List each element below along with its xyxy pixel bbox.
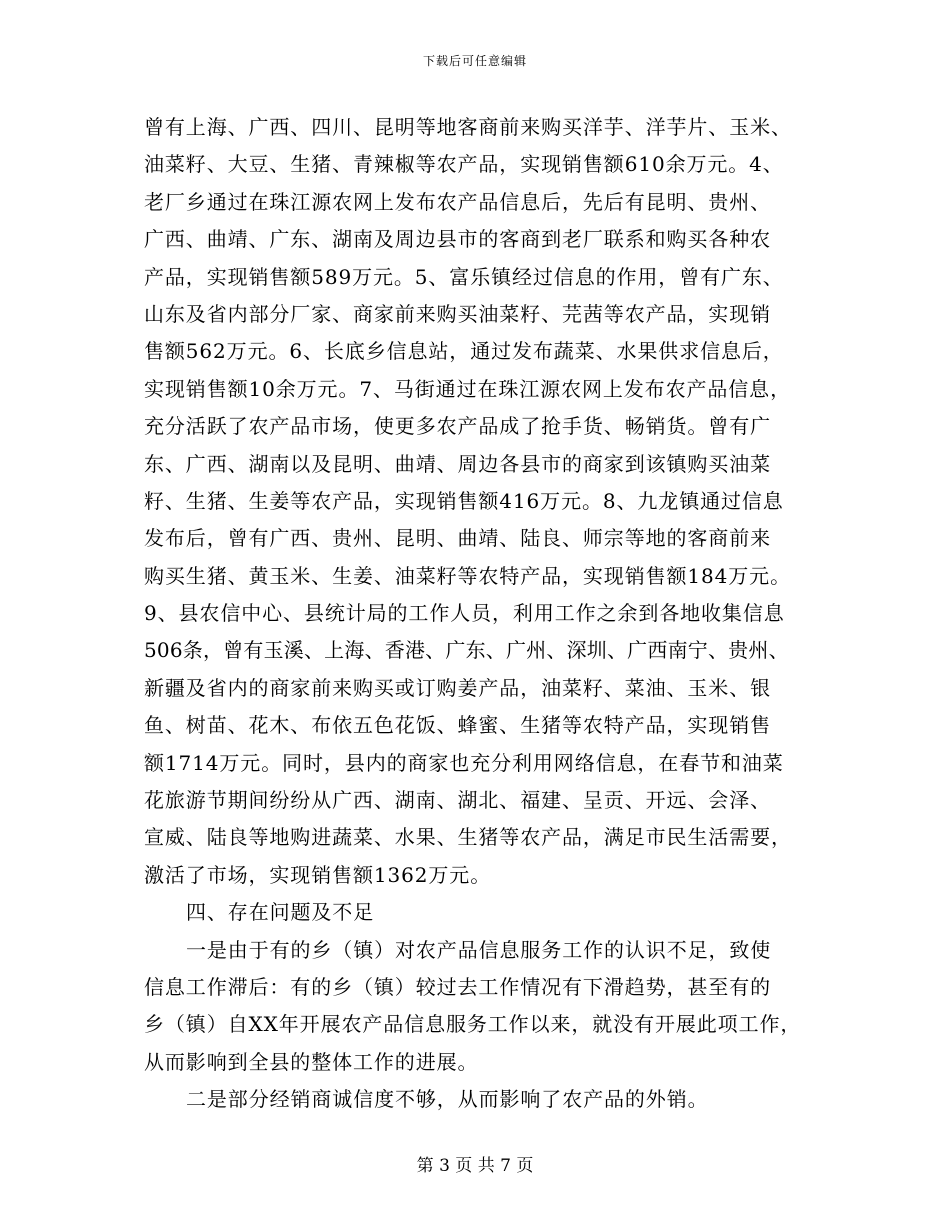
body-line: 产品，实现销售额589万元。5、富乐镇经过信息的作用，曾有广东、	[144, 264, 784, 289]
paragraph-start: 一是由于有的乡（镇）对农产品信息服务工作的认识不足，致使	[186, 937, 772, 962]
body-line: 山东及省内部分厂家、商家前来购买油菜籽、芫茜等农产品，实现销	[144, 301, 771, 326]
body-line: 油菜籽、大豆、生猪、青辣椒等农产品，实现销售额610余万元。4、	[144, 152, 784, 177]
paragraph-start: 二是部分经销商诚信度不够，从而影响了农产品的外销。	[186, 1087, 709, 1112]
page-number: 第 3 页 共 7 页	[416, 1156, 534, 1176]
section-heading: 四、存在问题及不足	[186, 900, 375, 925]
body-line: 宣威、陆良等地购进蔬菜、水果、生猪等农产品，满足市民生活需要，	[144, 825, 792, 850]
body-line: 发布后，曾有广西、贵州、昆明、曲靖、陆良、师宗等地的客商前来	[144, 526, 771, 551]
body-line: 购买生猪、黄玉米、生姜、油菜籽等农特产品，实现销售额184万元。	[144, 563, 791, 588]
body-line: 售额562万元。6、长底乡信息站，通过发布蔬菜、水果供求信息后，	[144, 339, 784, 364]
body-line: 信息工作滞后：有的乡（镇）较过去工作情况有下滑趋势，甚至有的	[144, 974, 771, 999]
body-line: 曾有上海、广西、四川、昆明等地客商前来购买洋芋、洋芋片、玉米、	[144, 115, 792, 139]
body-line: 实现销售额10余万元。7、马街通过在珠江源农网上发布农产品信息，	[144, 376, 791, 401]
body-line: 506条，曾有玉溪、上海、香港、广东、广州、深圳、广西南宁、贵州、	[144, 638, 789, 663]
body-line: 额1714万元。同时，县内的商家也充分利用网络信息，在春节和油菜	[144, 750, 784, 775]
body-line: 广西、曲靖、广东、湖南及周边县市的客商到老厂联系和购买各种农	[144, 227, 771, 252]
body-line: 激活了市场，实现销售额1362万元。	[144, 862, 492, 887]
body-line: 花旅游节期间纷纷从广西、湖南、湖北、福建、呈贡、开远、会泽、	[144, 788, 771, 813]
page-header: 下载后可任意编辑	[422, 54, 527, 68]
body-line: 乡（镇）自XX年开展农产品信息服务工作以来，就没有开展此项工作，	[144, 1012, 802, 1037]
body-line: 从而影响到全县的整体工作的进展。	[144, 1049, 479, 1074]
body-line: 老厂乡通过在珠江源农网上发布农产品信息后，先后有昆明、贵州、	[144, 189, 771, 214]
body-line: 东、广西、湖南以及昆明、曲靖、周边各县市的商家到该镇购买油菜	[144, 451, 771, 476]
body-line: 充分活跃了农产品市场，使更多农产品成了抢手货、畅销货。曾有广	[144, 414, 771, 439]
body-line: 籽、生猪、生姜等农产品，实现销售额416万元。8、九龙镇通过信息	[144, 488, 784, 513]
body-line: 新疆及省内的商家前来购买或订购姜产品，油菜籽、菜油、玉米、银	[144, 675, 771, 700]
body-line: 9、县农信中心、县统计局的工作人员，利用工作之余到各地收集信息	[144, 601, 785, 626]
body-line: 鱼、树苗、花木、布依五色花饭、蜂蜜、生猪等农特产品，实现销售	[144, 713, 771, 738]
document-body	[144, 109, 834, 1119]
